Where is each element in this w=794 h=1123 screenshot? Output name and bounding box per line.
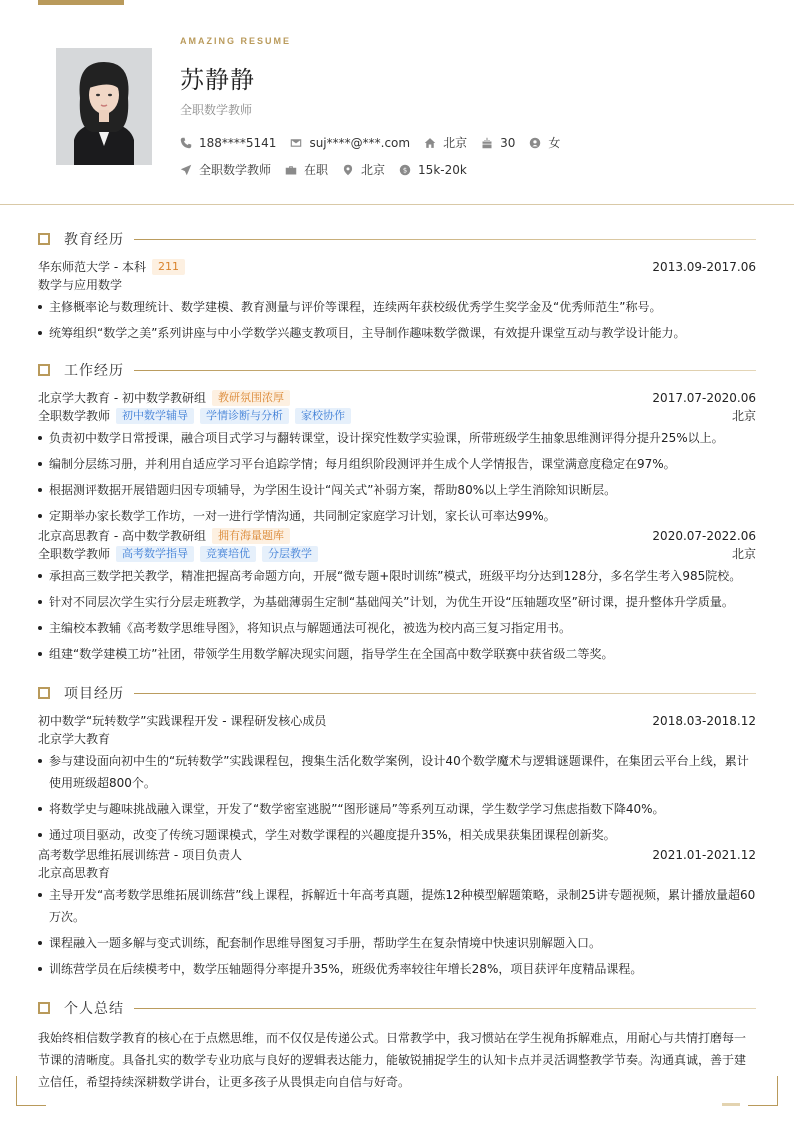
- location-pin-icon: [342, 164, 354, 176]
- education-major-row: [38, 276, 756, 294]
- job-role: 全职数学教师: [38, 547, 111, 561]
- education-entry-header: [38, 258, 756, 276]
- age-text: 30: [500, 135, 516, 150]
- section-title: 项目经历: [64, 686, 124, 702]
- company-tag: 拥有海量题库: [212, 528, 290, 544]
- resume-header: [0, 0, 794, 205]
- job-title: 全职数学教师: [180, 103, 253, 117]
- contact-row: [180, 134, 574, 151]
- projects-heading: [38, 682, 756, 704]
- corner-ornament-right: [748, 1076, 778, 1106]
- summary-text: 我始终相信数学教育的核心在于点燃思维，而不仅仅是传递公式。日常教学中，我习惯站在学生视角拆解难点，用耐心与共情打磨每一节课的清晰度。具备扎实的数学专业功底与良好的逻辑表达能力，能敏锐捕捉学生的认知卡点并灵活调整教学节奏。沟通真诚，善于建立信任，希望持续深耕数学讲台，让更多孩子从畏惧走向自信与好奇。: [38, 1031, 747, 1089]
- gender-icon: [529, 137, 541, 149]
- section-divider: [134, 693, 756, 694]
- send-icon: [180, 164, 192, 176]
- salary-item: [399, 163, 467, 177]
- status-text: 在职: [304, 163, 329, 177]
- city-text: 北京: [443, 136, 468, 150]
- intent-position-item: [180, 161, 271, 178]
- list-item: 通过项目驱动，改变了传统习题课模式，学生对数学课程的兴趣度提升35%，相关成果获集团课程创新奖。: [38, 824, 756, 846]
- corner-ornament-left: [16, 1076, 46, 1106]
- company-name: 北京高思教育 - 高中数学教研组: [38, 529, 206, 543]
- project-org: 北京高思教育: [38, 866, 111, 880]
- summary-section: [38, 997, 756, 1093]
- email-item: [290, 136, 410, 150]
- skill-tag: 分层教学: [262, 546, 318, 562]
- skill-tag: 高考数学指导: [116, 546, 194, 562]
- job-entry: [38, 527, 756, 665]
- list-item: 定期举办家长数学工作坊，一对一进行学情沟通，共同制定家庭学习计划，家长认可率达99%。: [38, 505, 756, 527]
- project-bullets: [38, 750, 756, 846]
- job-period: 2017.07-2020.06: [652, 391, 756, 405]
- education-bullets: [38, 296, 756, 344]
- project-entry: [38, 846, 756, 980]
- education-section: [38, 228, 756, 348]
- project-org: 北京学大教育: [38, 732, 111, 746]
- project-org-row: [38, 864, 756, 882]
- job-role-row: [38, 545, 756, 563]
- list-item: 训练营学员在后续模考中，数学压轴题得分率提升35%，班级优秀率较往年增长28%，项目获评年度精品课程。: [38, 958, 756, 980]
- projects-section: [38, 682, 756, 984]
- skill-tag: 初中数学辅导: [116, 408, 194, 424]
- project-bullets: [38, 884, 756, 980]
- list-item: 参与建设面向初中生的“玩转数学”实践课程包，搜集生活化数学案例，设计40个数学魔术与逻辑谜题课件，在集团云平台上线，累计使用班级超800个。: [38, 750, 756, 794]
- cake-icon: [481, 137, 493, 149]
- section-title: 工作经历: [64, 363, 124, 379]
- briefcase-icon: [285, 164, 297, 176]
- summary-heading: [38, 997, 756, 1019]
- work-heading: [38, 359, 756, 381]
- education-period: 2013.09-2017.06: [652, 260, 756, 274]
- major-name: 数学与应用数学: [38, 278, 123, 292]
- intent-city-item: [342, 161, 385, 178]
- section-marker-icon: [38, 364, 50, 376]
- status-item: [285, 161, 328, 178]
- list-item: 将数学史与趣味挑战融入课堂，开发了“数学密室逃脱”“图形谜局”等系列互动课，学生数学学习焦虑指数下降40%。: [38, 798, 756, 820]
- salary-text: 15k-20k: [418, 162, 467, 177]
- project-header: [38, 846, 756, 864]
- section-divider: [134, 370, 756, 371]
- skill-tag: 学情诊断与分析: [200, 408, 289, 424]
- project-name: 初中数学“玩转数学”实践课程开发 - 课程研发核心成员: [38, 714, 327, 728]
- gender-item: [529, 134, 560, 151]
- section-title: 个人总结: [64, 1001, 124, 1017]
- job-header: [38, 389, 756, 407]
- age-item: [481, 136, 515, 150]
- city-item: [424, 134, 467, 151]
- salary-icon: [399, 164, 411, 176]
- section-title: 教育经历: [64, 232, 124, 248]
- section-divider: [134, 239, 756, 240]
- phone-icon: [180, 137, 192, 149]
- job-bullets: [38, 427, 756, 527]
- brand-label: AMAZING RESUME: [180, 36, 291, 46]
- school-name: 华东师范大学 - 本科: [38, 260, 146, 274]
- work-section: [38, 359, 756, 669]
- list-item: 针对不同层次学生实行分层走班教学，为基础薄弱生定制“基础闯关”计划，为优生开设“压轴题攻坚”研讨课，提升整体升学质量。: [38, 591, 756, 613]
- education-heading: [38, 228, 756, 250]
- school-tag: 211: [152, 259, 185, 275]
- svg-text:$: $: [402, 166, 408, 175]
- job-bullets: [38, 565, 756, 665]
- profile-photo: [56, 48, 152, 165]
- project-name: 高考数学思维拓展训练营 - 项目负责人: [38, 848, 242, 862]
- candidate-name: 苏静静: [180, 66, 255, 94]
- list-item: 组建“数学建模工坊”社团，带领学生用数学解决现实问题，指导学生在全国高中数学联赛中获省级二等奖。: [38, 643, 756, 665]
- gender-text: 女: [548, 136, 561, 150]
- bottom-accent-bar: [722, 1103, 740, 1106]
- skill-tag: 家校协作: [295, 408, 351, 424]
- list-item: 课程融入一题多解与变式训练，配套制作思维导图复习手册，帮助学生在复杂情境中快速识别解题入口。: [38, 932, 756, 954]
- project-header: [38, 712, 756, 730]
- mail-icon: [290, 137, 302, 149]
- intent-position-text: 全职数学教师: [199, 163, 272, 177]
- intent-city-text: 北京: [361, 163, 386, 177]
- phone-item: [180, 136, 276, 150]
- list-item: 主导开发“高考数学思维拓展训练营”线上课程，拆解近十年高考真题，提炼12种模型解题策略，录制25讲专题视频，累计播放量超60万次。: [38, 884, 756, 928]
- job-role-row: [38, 407, 756, 425]
- email-text: suj****@***.com: [309, 135, 411, 150]
- list-item: 根据测评数据开展错题归因专项辅导，为学困生设计“闯关式”补弱方案，帮助80%以上学生消除知识断层。: [38, 479, 756, 501]
- section-marker-icon: [38, 1002, 50, 1014]
- section-divider: [134, 1008, 756, 1009]
- list-item: 承担高三数学把关教学，精准把握高考命题方向，开展“微专题+限时训练”模式，班级平均分达到128分，多名学生考入985院校。: [38, 565, 756, 587]
- phone-text: 188****5141: [199, 135, 277, 150]
- company-tag: 教研氛围浓厚: [212, 390, 290, 406]
- job-period: 2020.07-2022.06: [652, 529, 756, 543]
- list-item: 统筹组织“数学之美”系列讲座与中小学数学兴趣支教项目，主导制作趣味数学微课，有效提升课堂互动与教学设计能力。: [38, 322, 756, 344]
- list-item: 主编校本教辅《高考数学思维导图》，将知识点与解题通法可视化，被选为校内高三复习指定用书。: [38, 617, 756, 639]
- home-icon: [424, 137, 436, 149]
- job-city: 北京: [731, 409, 756, 423]
- job-intent-row: [180, 161, 481, 178]
- project-org-row: [38, 730, 756, 748]
- list-item: 负责初中数学日常授课，融合项目式学习与翻转课堂，设计探究性数学实验课，所带班级学生抽象思维测评得分提升25%以上。: [38, 427, 756, 449]
- project-period: 2018.03-2018.12: [652, 714, 756, 728]
- section-marker-icon: [38, 687, 50, 699]
- company-name: 北京学大教育 - 初中数学教研组: [38, 391, 206, 405]
- project-entry: [38, 712, 756, 846]
- job-role: 全职数学教师: [38, 409, 111, 423]
- project-period: 2021.01-2021.12: [652, 848, 756, 862]
- job-header: [38, 527, 756, 545]
- section-marker-icon: [38, 233, 50, 245]
- job-entry: [38, 389, 756, 527]
- job-city: 北京: [731, 547, 756, 561]
- list-item: 编制分层练习册，并利用自适应学习平台追踪学情；每月组织阶段测评并生成个人学情报告，课堂满意度稳定在97%。: [38, 453, 756, 475]
- skill-tag: 竞赛培优: [200, 546, 256, 562]
- list-item: 主修概率论与数理统计、数学建模、教育测量与评价等课程，连续两年获校级优秀学生奖学金及“优秀师范生”称号。: [38, 296, 756, 318]
